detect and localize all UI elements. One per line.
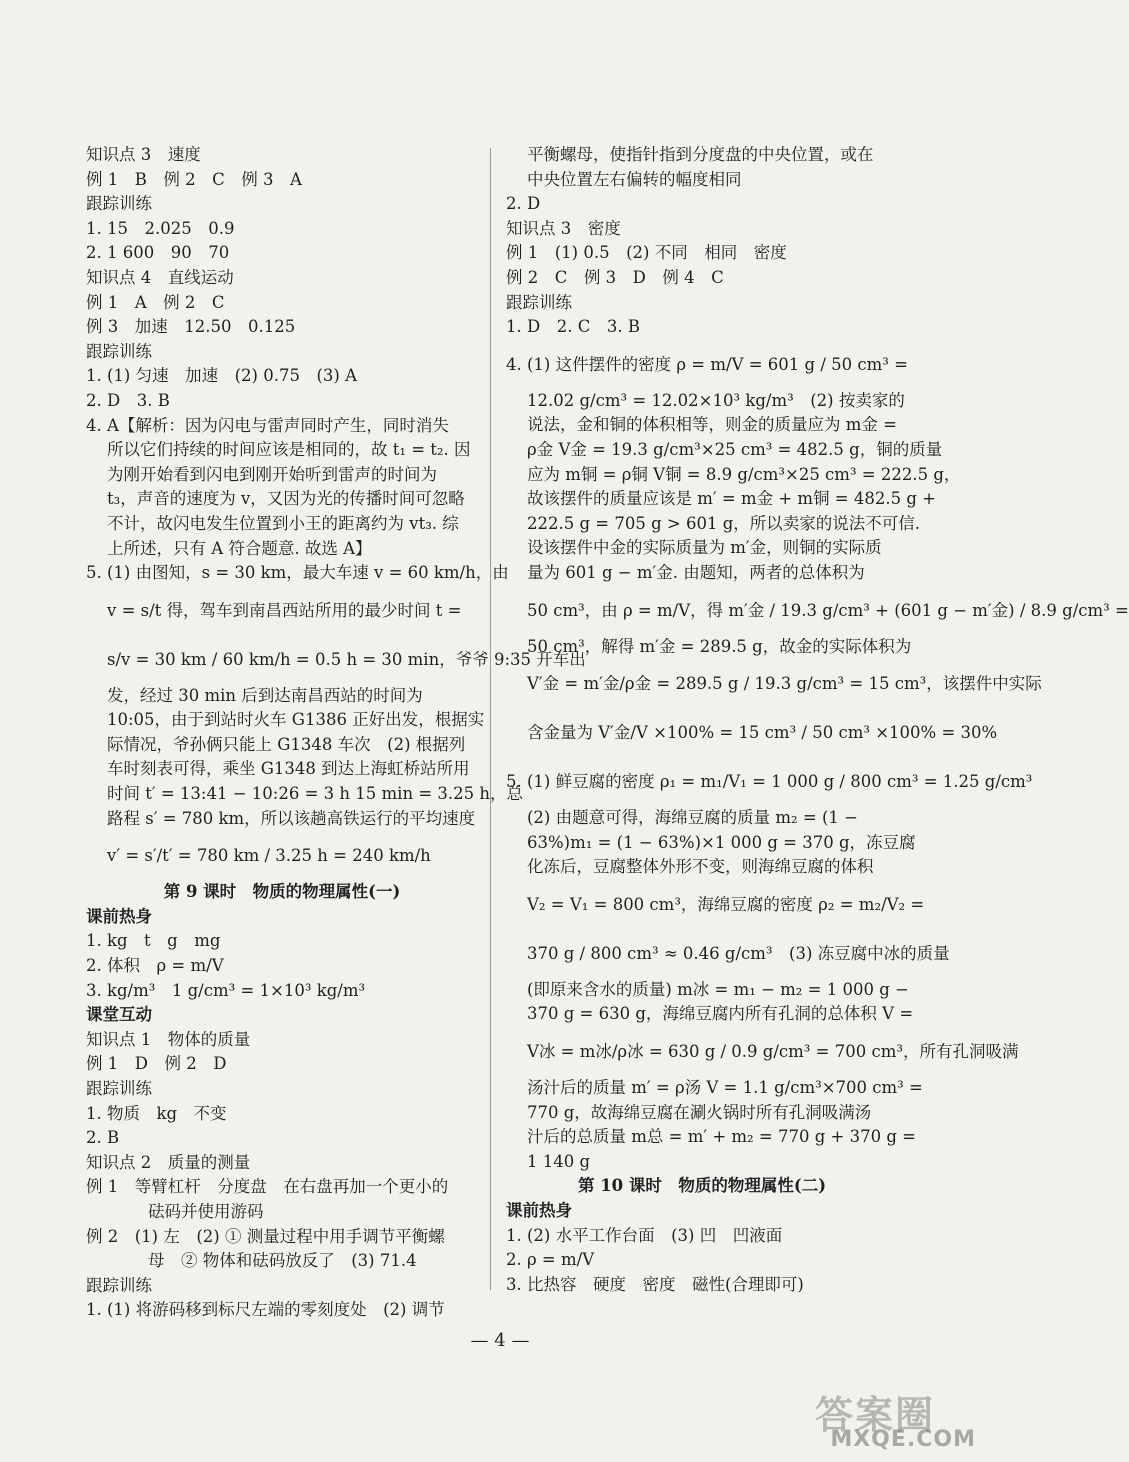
text-line: 50 cm³，解得 m′金 = 289.5 g，故金的实际体积为 [527, 636, 912, 656]
text-line: 3. kg/m³ 1 g/cm³ = 1×10³ kg/m³ [86, 980, 366, 1000]
watermark-logo [797, 1384, 982, 1454]
text-line: 际情况，爷孙俩只能上 G1348 车次 (2) 根据列 [107, 734, 466, 754]
text-line: 2. 1 600 90 70 [86, 243, 230, 263]
text-line: 说法，金和铜的体积相等，则金的质量应为 m金 = [527, 415, 897, 435]
text-line: 上所述，只有 A 符合题意. 故选 A】 [107, 538, 372, 558]
text-line: 跟踪训练 [86, 194, 152, 214]
watermark-logo-text: 答案圈 [815, 1393, 936, 1437]
watermark-url: MXQE.COM [830, 1427, 976, 1452]
text-line: 知识点 1 物体的质量 [86, 1029, 251, 1049]
text-line: 跟踪训练 [86, 1275, 152, 1295]
text-line: 知识点 3 速度 [86, 145, 201, 164]
text-line: 中央位置左右偏转的幅度相同 [527, 169, 742, 189]
text-line: 例 2 C 例 3 D 例 4 C [506, 267, 724, 287]
text-line: ρ金 V金 = 19.3 g/cm³×25 cm³ = 482.5 g，铜的质量 [527, 439, 943, 459]
text-line: 例 1 (1) 0.5 (2) 不同 相同 密度 [506, 243, 787, 263]
text-line: 跟踪训练 [86, 1079, 152, 1098]
text-line: 砝码并使用游码 [148, 1201, 264, 1221]
text-line: t₃，声音的速度为 v，又因为光的传播时间可忽略 [107, 489, 465, 509]
text-line: 知识点 3 密度 [506, 218, 621, 238]
text-line: 4. A【解析：因为闪电与雷声同时产生，同时消失 [86, 415, 449, 435]
section-heading: 课前热身 [86, 906, 152, 926]
text-line: 1. 15 2.025 0.9 [86, 218, 235, 238]
text-line: 2. 体积 ρ = m/V [86, 956, 224, 976]
text-line: 2. D 3. B [86, 390, 170, 410]
text-line: (2) 由题意可得，海绵豆腐的质量 m₂ = (1 − [527, 808, 858, 828]
text-line: 量为 601 g − m′金. 由题知，两者的总体积为 [527, 562, 865, 582]
text-line: 1. (1) 将游码移到标尺左端的零刻度处 (2) 调节 [86, 1300, 445, 1320]
text-line: 化冻后，豆腐整体外形不变，则海绵豆腐的体积 [527, 857, 874, 877]
text-line: 知识点 2 质量的测量 [86, 1152, 251, 1172]
text-line: 2. B [86, 1128, 120, 1148]
text-line: 12.02 g/cm³ = 12.02×10³ kg/m³ (2) 按卖家的 [527, 390, 905, 410]
text-line: 汁后的总质量 m总 = m′ + m₂ = 770 g + 370 g = [527, 1127, 916, 1147]
text-line: 例 1 D 例 2 D [86, 1054, 227, 1074]
lesson-title: 第 10 课时 物质的物理属性(二) [577, 1176, 827, 1196]
text-line: 770 g，故海绵豆腐在涮火锅时所有孔洞吸满汤 [527, 1102, 872, 1122]
text-line: 路程 s′ = 780 km，所以该趟高铁运行的平均速度 [107, 808, 476, 828]
text-line: V′金 = m′金/ρ金 = 289.5 g / 19.3 g/cm³ = 15 cm³，该摆件中实际 [527, 674, 1042, 694]
text-line: 跟踪训练 [506, 292, 572, 312]
text-line: 车时刻表可得，乘坐 G1348 到达上海虹桥站所用 [107, 759, 470, 779]
text-line: 应为 m铜 = ρ铜 V铜 = 8.9 g/cm³×25 cm³ = 222.5 g， [527, 464, 961, 484]
text-line: v′ = s′/t′ = 780 km / 3.25 h = 240 km/h [107, 846, 431, 866]
page-number: — 4 — [470, 1330, 530, 1351]
text-line: 不计，故闪电发生位置到小王的距离约为 vt₃. 综 [107, 513, 459, 533]
text-line: 例 3 加速 12.50 0.125 [86, 317, 296, 337]
text-line: 1. (1) 匀速 加速 (2) 0.75 (3) A [86, 366, 357, 386]
text-line: 50 cm³，由 ρ = m/V，得 m′金 / 19.3 g/cm³ + (601 g − m′金) / 8.9 g/cm³ = [527, 600, 1129, 620]
text-line: 故该摆件的质量应该是 m′ = m金 + m铜 = 482.5 g + [527, 489, 936, 509]
text-line: 370 g / 800 cm³ ≈ 0.46 g/cm³ (3) 冻豆腐中冰的质量 [527, 943, 950, 963]
text-line: 1 140 g [527, 1151, 591, 1171]
text-line: 例 1 A 例 2 C [86, 292, 225, 312]
section-heading: 课堂互动 [86, 1005, 152, 1025]
text-line: 平衡螺母，使指针指到分度盘的中央位置，或在 [527, 145, 874, 164]
text-line: 222.5 g = 705 g > 601 g，所以卖家的说法不可信. [527, 513, 921, 533]
section-heading: 课前热身 [506, 1201, 572, 1221]
text-line: 1. (2) 水平工作台面 (3) 凹 凹液面 [506, 1225, 783, 1245]
right-column [506, 143, 1129, 1297]
text-line: 时间 t′ = 13:41 − 10:26 = 3 h 15 min = 3.25 h，总 [107, 784, 523, 804]
text-line: 10:05，由于到站时火车 G1386 正好出发，根据实 [107, 710, 485, 730]
text-line: 汤汁后的质量 m′ = ρ汤 V = 1.1 g/cm³×700 cm³ = [527, 1078, 923, 1098]
text-line: 5. (1) 鲜豆腐的密度 ρ₁ = m₁/V₁ = 1 000 g / 800 cm³ = 1.25 g/cm³ [506, 772, 1033, 792]
text-line: 2. D [506, 194, 541, 214]
text-line: 2. ρ = m/V [506, 1250, 595, 1270]
text-line: V冰 = m冰/ρ冰 = 630 g / 0.9 g/cm³ = 700 cm³，所有孔洞吸满 [527, 1042, 1019, 1062]
text-line: 1. 物质 kg 不变 [86, 1103, 227, 1123]
text-line: 例 2 (1) 左 (2) ① 测量过程中用手调节平衡螺 [86, 1226, 445, 1246]
text-line: 跟踪训练 [86, 341, 152, 361]
text-line: 1. D 2. C 3. B [506, 317, 640, 337]
text-line: 发，经过 30 min 后到达南昌西站的时间为 [107, 685, 423, 705]
text-line: 5. (1) 由图知，s = 30 km，最大车速 v = 60 km/h，由 [86, 563, 509, 583]
text-line: V₂ = V₁ = 800 cm³，海绵豆腐的密度 ρ₂ = m₂/V₂ = [527, 894, 925, 914]
text-line: 63%)m₁ = (1 − 63%)×1 000 g = 370 g，冻豆腐 [527, 832, 916, 852]
text-line: 370 g = 630 g，海绵豆腐内所有孔洞的总体积 V = [527, 1004, 914, 1024]
text-line: 所以它们持续的时间应该是相同的，故 t₁ = t₂. 因 [107, 440, 471, 460]
text-line: 知识点 4 直线运动 [86, 267, 234, 287]
text-line: v = s/t 得，驾车到南昌西站所用的最少时间 t = [107, 600, 462, 620]
text-line: 例 1 B 例 2 C 例 3 A [86, 169, 302, 189]
text-line: 例 1 等臂杠杆 分度盘 在右盘再加一个更小的 [86, 1177, 449, 1197]
text-line: 4. (1) 这件摆件的密度 ρ = m/V = 601 g / 50 cm³ = [506, 354, 908, 374]
text-line: s/v = 30 km / 60 km/h = 0.5 h = 30 min，爷爷 9:35 开车出 [107, 649, 586, 669]
column-divider [490, 148, 491, 1290]
text-line: 1. kg t g mg [86, 931, 221, 951]
text-line: 含金量为 V′金/V ×100% = 15 cm³ / 50 cm³ ×100% = 30% [527, 723, 998, 743]
lesson-title: 第 9 课时 物质的物理属性(一) [163, 882, 401, 902]
text-line: 为刚开始看到闪电到刚开始听到雷声的时间为 [107, 464, 437, 484]
text-line: 设该摆件中金的实际质量为 m′金，则铜的实际质 [527, 538, 882, 558]
text-line: 母 ② 物体和砝码放反了 (3) 71.4 [148, 1251, 417, 1271]
text-line: 3. 比热容 硬度 密度 磁性(合理即可) [506, 1274, 804, 1294]
text-line: (即原来含水的质量) m冰 = m₁ − m₂ = 1 000 g − [527, 979, 909, 999]
